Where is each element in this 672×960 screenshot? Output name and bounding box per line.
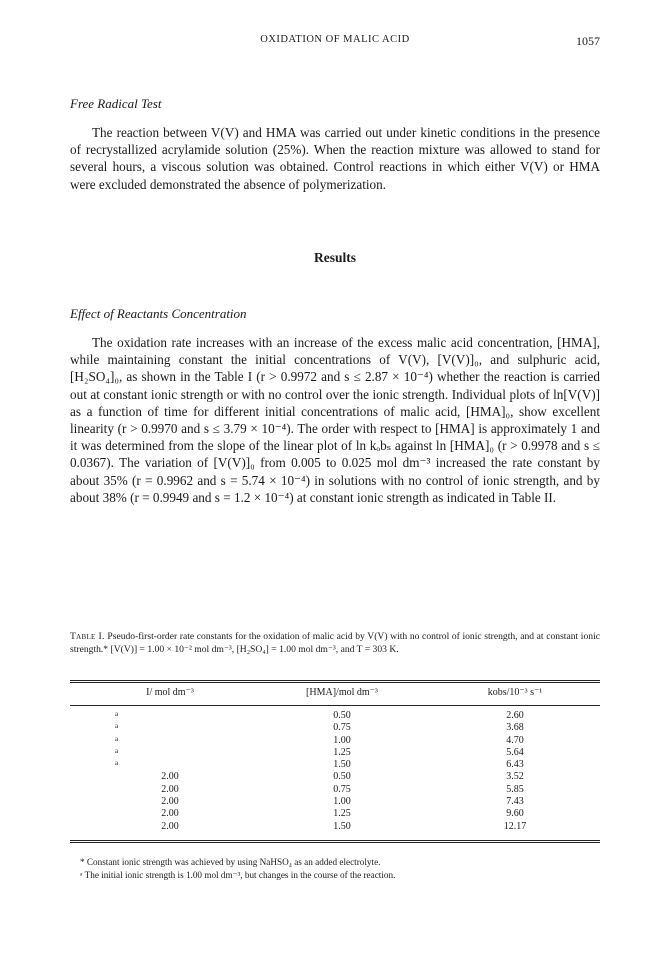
cell-ionic-strength: 2.00	[161, 796, 179, 808]
effect-text: The oxidation rate increases with an increase of the excess malic acid concentration, [HMA], while maintaining constant the initial concentrations of V(V), [V(V)]₀, and sulphuric acid, [H₂SO₄]₀, as shown in the Table I (r > 0.9972 and s ≤ 2.87 × 10⁻⁴) whether the reaction is carried out at constant ionic strength or with no control over the ionic strength. Individual plots of ln[V(V)] as a function of time for different initial concentrations of malic acid, [HMA]₀, show excellent linearity (r > 0.9970 and s ≤ 3.79 × 10⁻⁴). The order with respect to [HMA] is approximately 1 and it was determined from the slope of the linear plot of ln kₒbₛ against ln [HMA]₀ (r > 0.9978 and s ≤ 0.0367). The variation of [V(V)]₀ from 0.005 to 0.025 mol dm⁻³ increased the rate constant by about 35% (r = 0.9962 and s = 5.74 × 10⁻⁴) in solutions with no control of ionic strength, and by about 38% (r = 0.9949 and s = 1.2 × 10⁻⁴) at constant ionic strength as indicated in Table II.	[70, 335, 600, 505]
table-top-rule-2	[70, 682, 600, 683]
effect-heading: Effect of Reactants Concentration	[70, 306, 247, 321]
free-radical-heading: Free Radical Test	[70, 96, 162, 111]
cell-hma: 1.25	[333, 808, 351, 820]
results-heading: Results	[313, 250, 356, 265]
table-caption-text: Pseudo-first-order rate constants for the oxidation of malic acid by V(V) with no control of ionic strength, and at constant ionic strength.* [V(V)] = 1.00 × 10⁻² mol dm⁻³, [H₂SO₄] = 1.00 mol dm⁻³, and T = 303 K.	[70, 631, 600, 655]
cell-hma: 0.75	[333, 783, 351, 795]
table-row	[70, 747, 600, 759]
header-ionic-strength: I/ mol dm⁻³	[146, 687, 194, 698]
table-top-rule	[70, 680, 600, 681]
table-footnotes	[70, 856, 600, 882]
cell-ionic-strength: 2.00	[161, 820, 179, 832]
table-bottom-rule	[70, 840, 600, 841]
cell-ionic-strength: a	[115, 710, 119, 718]
cell-kobs: 5.85	[506, 783, 524, 795]
cell-ionic-strength: a	[115, 746, 119, 755]
table-body	[70, 710, 600, 833]
table-label: Table I.	[70, 631, 105, 642]
cell-kobs: 4.70	[506, 734, 524, 746]
cell-kobs: 2.60	[506, 710, 524, 721]
cell-ionic-strength: 2.00	[161, 783, 179, 795]
cell-hma: 1.50	[333, 759, 351, 771]
table-bottom-rule-2	[70, 842, 600, 843]
cell-ionic-strength: a	[115, 722, 119, 731]
cell-kobs: 6.43	[506, 759, 524, 771]
effect-paragraph	[70, 334, 600, 506]
cell-ionic-strength: 2.00	[161, 771, 179, 783]
cell-kobs: 3.52	[506, 771, 524, 783]
running-head	[70, 34, 600, 50]
free-radical-paragraph	[70, 124, 600, 193]
cell-hma: 1.00	[333, 734, 351, 746]
free-radical-text: The reaction between V(V) and HMA was carried out under kinetic conditions in the presence of recrystallized acrylamide solution (25%). When the reaction mixture was allowed to stand for several hours, a viscous solution was obtained. Control reactions in which either V(V) or HMA were excluded demonstrated the absence of polymerization.	[70, 125, 600, 192]
table-row	[70, 759, 600, 771]
cell-ionic-strength: 2.00	[161, 808, 179, 820]
footnote-star: * Constant ionic strength was achieved by using NaHSO₄ as an added electrolyte.	[80, 857, 381, 867]
table-header-row	[70, 687, 600, 701]
cell-kobs: 12.17	[503, 820, 527, 832]
cell-hma: 1.25	[333, 746, 351, 758]
cell-kobs: 9.60	[506, 808, 524, 820]
cell-hma: 0.50	[333, 771, 351, 783]
footnote-a: ᵃ The initial ionic strength is 1.00 mol dm⁻³, but changes in the course of the reaction.	[80, 870, 396, 880]
cell-kobs: 3.68	[506, 722, 524, 734]
table-row	[70, 710, 600, 722]
cell-kobs: 5.64	[506, 746, 524, 758]
cell-hma: 1.00	[333, 796, 351, 808]
table-row	[70, 808, 600, 820]
table-row	[70, 735, 600, 747]
cell-hma: 0.50	[333, 710, 351, 721]
cell-ionic-strength: a	[115, 759, 119, 768]
table-row	[70, 796, 600, 808]
cell-hma: 1.50	[333, 820, 351, 832]
table-row	[70, 784, 600, 796]
table-caption	[70, 630, 600, 656]
cell-kobs: 7.43	[506, 796, 524, 808]
running-title: OXIDATION OF MALIC ACID	[260, 34, 410, 45]
table-row	[70, 771, 600, 783]
header-hma: [HMA]/mol dm⁻³	[306, 687, 378, 698]
table-row	[70, 722, 600, 734]
cell-ionic-strength: a	[115, 734, 119, 743]
header-kobs: kobs/10⁻³ s⁻¹	[487, 687, 543, 698]
table-header-rule	[70, 705, 600, 706]
page-number: 1057	[576, 34, 600, 48]
table-row	[70, 821, 600, 833]
cell-hma: 0.75	[333, 722, 351, 734]
